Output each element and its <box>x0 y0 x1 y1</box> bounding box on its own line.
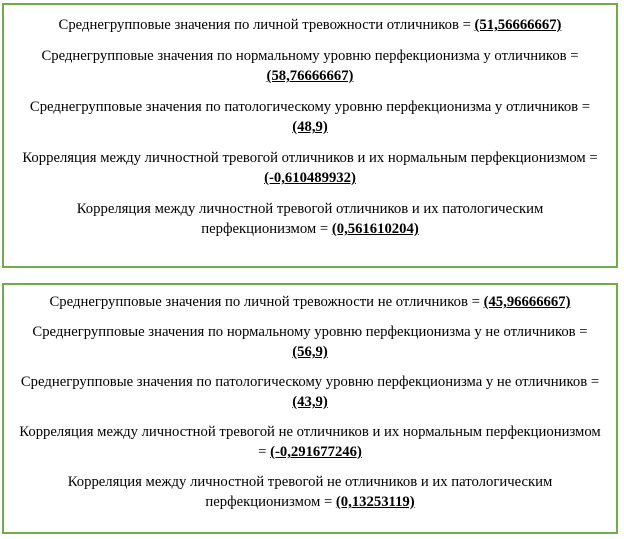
statement-normal-perfectionism-mean <box>4 322 616 362</box>
statement-text: Среднегрупповые значения по нормальному уровню перфекционизма у не отличников = <box>32 324 588 340</box>
statement-text: Среднегрупповые значения по личной тревожности не отличников = <box>49 294 484 310</box>
statement-value: (51,56666667) <box>474 17 562 33</box>
statement-normal-correlation <box>4 422 616 462</box>
statement-normal-perfectionism-mean <box>4 46 616 86</box>
statement-text: Корреляция между личностной тревогой не отличников и их нормальным перфекционизмом = <box>19 424 601 460</box>
statement-pathological-perfectionism-mean <box>4 372 616 412</box>
statement-value: (56,9) <box>292 344 328 360</box>
statement-value: (48,9) <box>292 119 328 135</box>
statement-anxiety-mean <box>4 15 616 35</box>
statement-pathological-perfectionism-mean <box>4 97 616 137</box>
statement-text: Среднегрупповые значения по личной тревожности отличников = <box>58 17 475 33</box>
statement-text: Корреляция между личностной тревогой отличников и их нормальным перфекционизмом = <box>22 150 598 166</box>
statement-text: Корреляция между личностной тревогой отличников и их патологическим перфекционизмом = <box>76 201 544 237</box>
statement-value: (0,561610204) <box>331 221 419 237</box>
statement-value: (58,76666667) <box>266 68 354 84</box>
statement-pathological-correlation <box>4 472 616 512</box>
statement-value: (0,13253119) <box>335 494 415 510</box>
statement-value: (45,96666667) <box>483 294 571 310</box>
statement-value: (-0,291677246) <box>270 444 362 460</box>
statement-text: Среднегрупповые значения по патологическому уровню перфекционизма у отличников = <box>29 99 591 115</box>
non-excellent-students-stats-box <box>2 283 618 534</box>
excellent-students-stats-box <box>2 3 618 268</box>
statement-value: (43,9) <box>292 394 328 410</box>
statement-normal-correlation <box>4 148 616 188</box>
statement-anxiety-mean <box>4 292 616 312</box>
statement-text: Среднегрупповые значения по патологическому уровню перфекционизма у не отличников = <box>20 374 600 390</box>
statement-value: (-0,610489932) <box>264 170 356 186</box>
statement-text: Корреляция между личностной тревогой не отличников и их патологическим перфекционизмом = <box>67 474 553 510</box>
statement-text: Среднегрупповые значения по нормальному уровню перфекционизма у отличников = <box>41 48 579 64</box>
statement-pathological-correlation <box>4 199 616 239</box>
